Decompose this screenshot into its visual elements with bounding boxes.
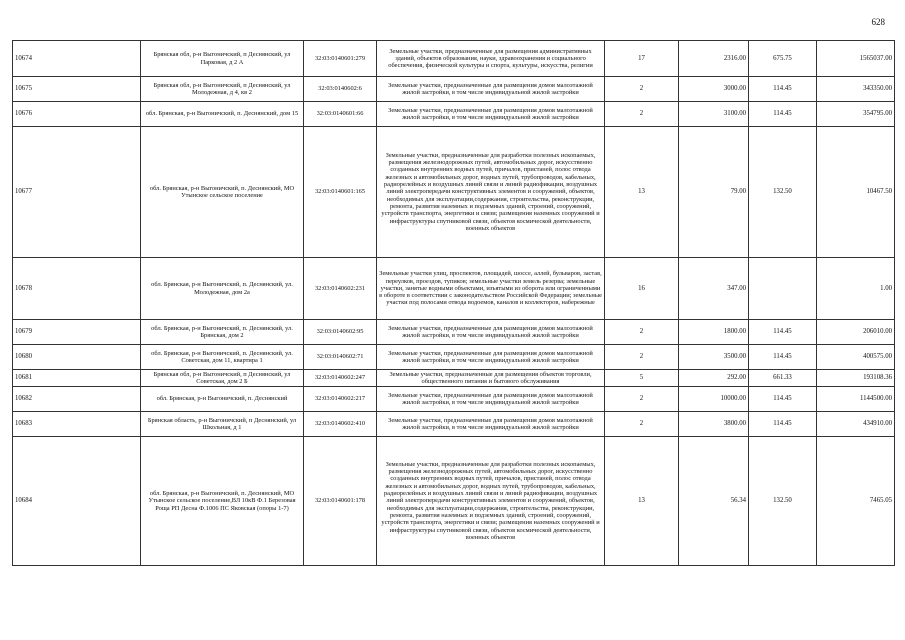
address-cell: Брянская обл, р-н Выгоничский, п Деснянский, ул Молодежная, д 4, кв 2	[141, 77, 304, 102]
land-use-cell: Земельные участки, предназначенные для разработки полезных ископаемых, размещения железнодорожных путей, автомобильных дорог, искусственно созданных внутренних водных путей, причалов, пристаней, полос отвода железных и автомобильных дорог, водных путей, трубопроводов, кабельных, радиорелейных и воздушных линий связи и линий радиофикации, воздушных линий электропередачи конструктивных элементов и сооружений, объектов, необходимых для эксплуатации,содержания, строительства, реконструкции, ремонта, развития наземных и подземных зданий, строений, сооружений, устройств транспорта, энергетики и связи; размещения наземных сооружений и инфраструктуры спутниковой связи, объектов космической деятельности, военных объектов	[377, 437, 605, 566]
row-number: 10675	[13, 77, 141, 102]
specific-value-cell	[749, 258, 817, 320]
address-cell: обл. Брянская, р-н Выгоничский, п. Деснянский, ул. Молодежная, дом 2а	[141, 258, 304, 320]
land-use-cell: Земельные участки, предназначенные для размещения домов малоэтажной жилой застройки, в том числе индивидуальной жилой застройки	[377, 412, 605, 437]
land-use-cell: Земельные участки, предназначенные для размещения домов малоэтажной жилой застройки, в том числе индивидуальной жилой застройки	[377, 345, 605, 370]
cadastral-value-cell: 1.00	[817, 258, 895, 320]
address-cell: обл. Брянская, р-н Выгоничский, п. Деснянский, дом 15	[141, 102, 304, 127]
row-number: 10684	[13, 437, 141, 566]
page-number: 628	[871, 17, 885, 27]
area-cell: 3800.00	[679, 412, 749, 437]
cadastral-value-cell: 354795.00	[817, 102, 895, 127]
land-use-cell: Земельные участки, предназначенные для размещения объектов торговли, общественного питания и бытового обслуживания	[377, 370, 605, 387]
row-number: 10677	[13, 127, 141, 258]
use-group-cell: 2	[605, 387, 679, 412]
row-number: 10683	[13, 412, 141, 437]
specific-value-cell: 114.45	[749, 102, 817, 127]
use-group-cell: 2	[605, 345, 679, 370]
specific-value-cell: 114.45	[749, 412, 817, 437]
use-group-cell: 2	[605, 412, 679, 437]
land-use-cell: Земельные участки, предназначенные для размещения домов малоэтажной жилой застройки, в том числе индивидуальной жилой застройки	[377, 77, 605, 102]
use-group-cell: 2	[605, 77, 679, 102]
land-use-cell: Земельные участки улиц, проспектов, площадей, шоссе, аллей, бульваров, застав, переулков, проездов, тупиков; земельные участки земель резерва; земельные участки, занятые водными объектами, изъятыми из оборота или ограниченными в обороте в соответствии с законодательством Российской Федерации; земельные участки под полосами отвода водоемов, каналов и коллекторов, набережные	[377, 258, 605, 320]
row-number: 10676	[13, 102, 141, 127]
cadastral-value-cell: 1565037.00	[817, 41, 895, 77]
table-row	[13, 387, 895, 412]
specific-value-cell: 661.33	[749, 370, 817, 387]
address-cell: обл. Брянская, р-н Выгоничский, п. Деснянский, МО Утынское сельское поселение	[141, 127, 304, 258]
cadastral-value-cell: 206010.00	[817, 320, 895, 345]
row-number: 10674	[13, 41, 141, 77]
address-cell: обл. Брянская, р-н Выгоничский, п. Деснянский	[141, 387, 304, 412]
table-row	[13, 41, 895, 77]
cadastral-value-cell: 10467.50	[817, 127, 895, 258]
use-group-cell: 16	[605, 258, 679, 320]
specific-value-cell: 675.75	[749, 41, 817, 77]
area-cell: 1800.00	[679, 320, 749, 345]
use-group-cell: 13	[605, 127, 679, 258]
table-row	[13, 370, 895, 387]
specific-value-cell: 114.45	[749, 387, 817, 412]
row-number: 10680	[13, 345, 141, 370]
cadastral-value-cell: 7465.05	[817, 437, 895, 566]
specific-value-cell: 114.45	[749, 345, 817, 370]
cadastral-number-cell: 32:03:0140601:66	[304, 102, 377, 127]
table-row	[13, 77, 895, 102]
area-cell: 3000.00	[679, 77, 749, 102]
address-cell: обл. Брянская, р-н Выгоничский, п. Деснянский, МО Утынское сельское поселение,ВЛ 10кВ Ф.1 Березовая Роща РП Десна Ф.1006 ПС Яковская (опоры 1-7)	[141, 437, 304, 566]
address-cell: обл. Брянская, р-н Выгоничский, п. Деснянский, ул. Советская, дом 11, квартира 1	[141, 345, 304, 370]
area-cell: 3100.00	[679, 102, 749, 127]
cadastral-number-cell: 32:03:0140602:410	[304, 412, 377, 437]
area-cell: 347.00	[679, 258, 749, 320]
cadastral-number-cell: 32:03:0140602:6	[304, 77, 377, 102]
cadastral-number-cell: 32:03:0140602:217	[304, 387, 377, 412]
specific-value-cell: 114.45	[749, 77, 817, 102]
cadastral-number-cell: 32:03:0140602:95	[304, 320, 377, 345]
land-use-cell: Земельные участки, предназначенные для разработки полезных ископаемых, размещения железнодорожных путей, автомобильных дорог, искусственно созданных внутренних водных путей, причалов, пристаней, полос отвода железных и автомобильных дорог, водных путей, трубопроводов, кабельных, радиорелейных и воздушных линий связи и линий радиофикации, воздушных линий электропередачи конструктивных элементов и сооружений, объектов, необходимых для эксплуатации,содержания, строительства, реконструкции, ремонта, развития наземных и подземных зданий, строений, сооружений, устройств транспорта, энергетики и связи; размещения наземных сооружений и инфраструктуры спутниковой связи, объектов космической деятельности, военных объектов	[377, 127, 605, 258]
row-number: 10679	[13, 320, 141, 345]
area-cell: 3500.00	[679, 345, 749, 370]
specific-value-cell: 132.50	[749, 437, 817, 566]
table-row	[13, 102, 895, 127]
use-group-cell: 17	[605, 41, 679, 77]
use-group-cell: 5	[605, 370, 679, 387]
cadastral-number-cell: 32:03:0140602:71	[304, 345, 377, 370]
cadastral-number-cell: 32:03:0140601:279	[304, 41, 377, 77]
cadastral-value-table	[12, 40, 895, 566]
cadastral-value-cell: 343350.00	[817, 77, 895, 102]
land-use-cell: Земельные участки, предназначенные для размещения домов малоэтажной жилой застройки, в том числе индивидуальной жилой застройки	[377, 387, 605, 412]
use-group-cell: 2	[605, 320, 679, 345]
area-cell: 2316.00	[679, 41, 749, 77]
area-cell: 292.00	[679, 370, 749, 387]
cadastral-value-cell: 400575.00	[817, 345, 895, 370]
cadastral-number-cell: 32:03:0140602:231	[304, 258, 377, 320]
cadastral-number-cell: 32:03:0140602:247	[304, 370, 377, 387]
land-use-cell: Земельные участки, предназначенные для размещения домов малоэтажной жилой застройки, в том числе индивидуальной жилой застройки	[377, 320, 605, 345]
use-group-cell: 13	[605, 437, 679, 566]
row-number: 10678	[13, 258, 141, 320]
table-row	[13, 437, 895, 566]
table-row	[13, 345, 895, 370]
table-row	[13, 127, 895, 258]
specific-value-cell: 114.45	[749, 320, 817, 345]
address-cell: Брянская обл, р-н Выгоничский, п Деснянский, ул Парковая, д 2 А	[141, 41, 304, 77]
specific-value-cell: 132.50	[749, 127, 817, 258]
cadastral-value-cell: 434910.00	[817, 412, 895, 437]
cadastral-value-cell: 1144500.00	[817, 387, 895, 412]
address-cell: Брянская обл, р-н Выгоничский, п Деснянский, ул Советская, дом 2 Б	[141, 370, 304, 387]
land-use-cell: Земельные участки, предназначенные для размещения административных зданий, объектов образования, науки, здравоохранения и социального обеспечения, физической культуры и спорта, культуры, искусства, религии	[377, 41, 605, 77]
area-cell: 56.34	[679, 437, 749, 566]
area-cell: 79.00	[679, 127, 749, 258]
table-row	[13, 258, 895, 320]
cadastral-number-cell: 32:03:0140601:165	[304, 127, 377, 258]
land-use-cell: Земельные участки, предназначенные для размещения домов малоэтажной жилой застройки, в том числе индивидуальной жилой застройки	[377, 102, 605, 127]
table-row	[13, 320, 895, 345]
cadastral-value-cell: 193108.36	[817, 370, 895, 387]
use-group-cell: 2	[605, 102, 679, 127]
table-row	[13, 412, 895, 437]
row-number: 10681	[13, 370, 141, 387]
area-cell: 10000.00	[679, 387, 749, 412]
address-cell: обл. Брянская, р-н Выгоничский, п. Деснянский, ул. Брянская, дом 2	[141, 320, 304, 345]
row-number: 10682	[13, 387, 141, 412]
cadastral-number-cell: 32:03:0140601:178	[304, 437, 377, 566]
address-cell: Брянская область, р-н Выгоничский, п Деснянский, ул Школьная, д 1	[141, 412, 304, 437]
